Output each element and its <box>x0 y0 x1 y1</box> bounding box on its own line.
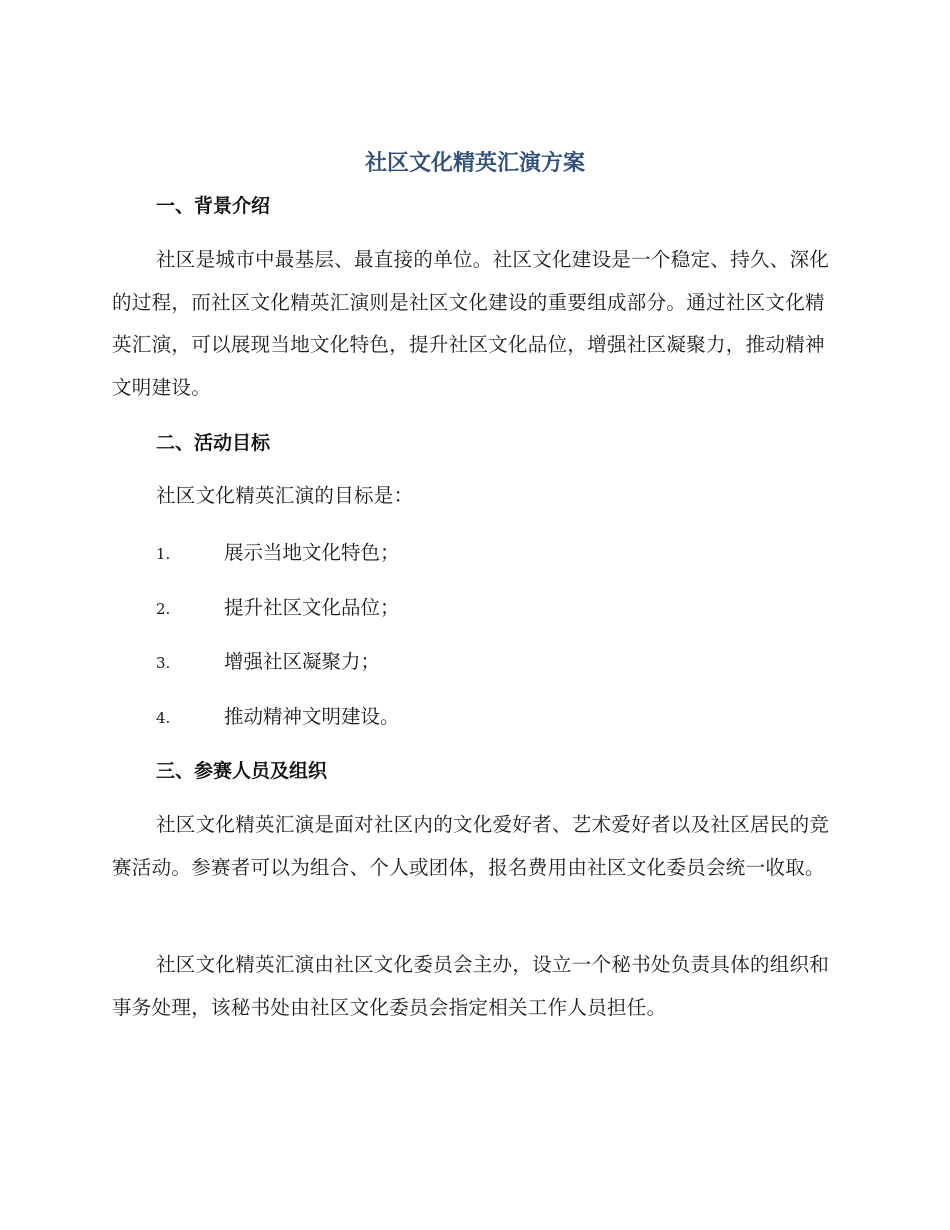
list-item-number: 3. <box>156 654 171 672</box>
list-item <box>156 648 380 677</box>
section-heading-participants: 三、参赛人员及组织 <box>156 760 328 782</box>
paragraph-participants: 社区文化精英汇演是面对社区内的文化爱好者、艺术爱好者以及社区居民的竞赛活动。参赛者可以为组合、个人或团体，报名费用由社区文化委员会统一收取。 <box>112 813 830 879</box>
list-item-text: 推动精神文明建设。 <box>224 705 400 728</box>
document-title: 社区文化精英汇演方案 <box>364 151 585 176</box>
list-item-number: 4. <box>156 709 171 727</box>
paragraph-goals-intro: 社区文化精英汇演的目标是： <box>156 484 414 507</box>
list-item-text: 展示当地文化特色； <box>224 541 400 564</box>
section-heading-background: 一、背景介绍 <box>156 195 271 217</box>
list-item-text: 提升社区文化品位； <box>224 596 400 619</box>
list-item <box>156 594 400 623</box>
list-item-number: 2. <box>156 600 171 618</box>
section-heading-goals: 二、活动目标 <box>156 432 271 454</box>
list-item <box>156 539 400 568</box>
list-item-number: 1. <box>156 545 171 563</box>
list-item-text: 增强社区凝聚力； <box>224 650 381 673</box>
list-item <box>156 703 400 732</box>
paragraph-organization: 社区文化精英汇演由社区文化委员会主办，设立一个秘书处负责具体的组织和事务处理，该秘书处由社区文化委员会指定相关工作人员担任。 <box>112 953 830 1019</box>
paragraph-background: 社区是城市中最基层、最直接的单位。社区文化建设是一个稳定、持久、深化的过程，而社区文化精英汇演则是社区文化建设的重要组成部分。通过社区文化精英汇演，可以展现当地文化特色，提升社区文化品位，增强社区凝聚力，推动精神文明建设。 <box>112 248 830 399</box>
